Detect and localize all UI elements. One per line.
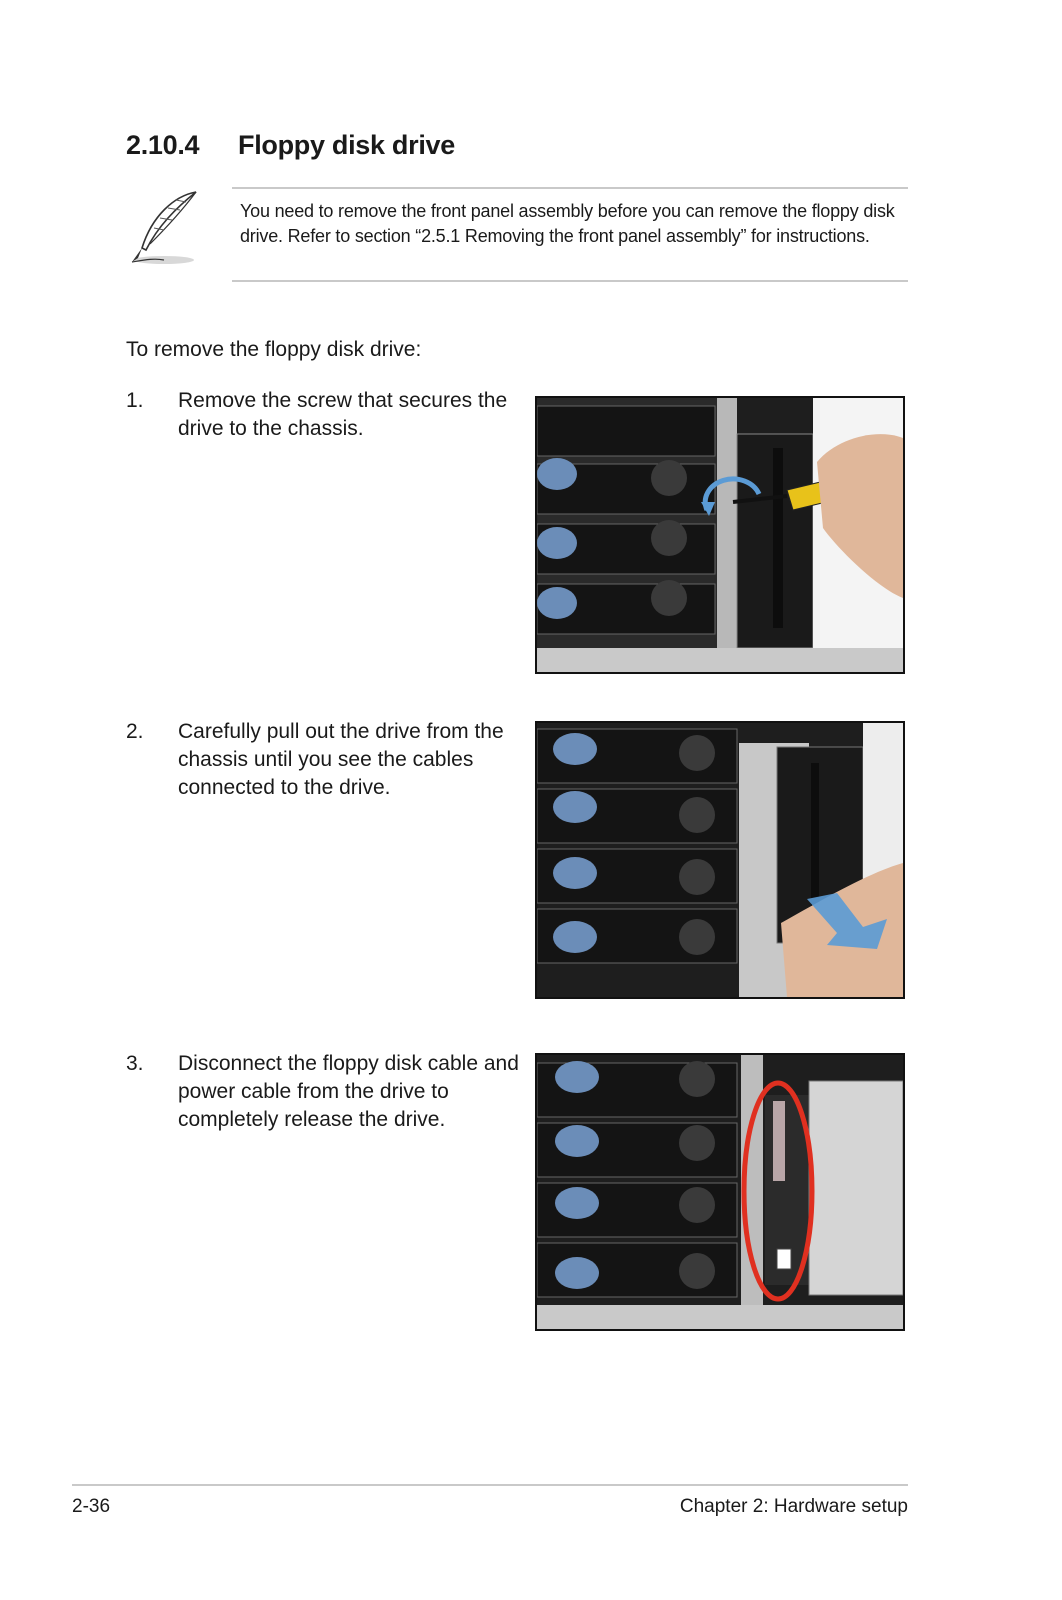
step-text: Carefully pull out the drive from the chassis until you see the cables connected to the drive. — [178, 720, 504, 799]
step-3-photo — [535, 1053, 905, 1331]
step-text: Remove the screw that secures the drive to the chassis. — [178, 389, 508, 440]
note-top-rule — [232, 187, 908, 189]
section-number: 2.10.4 — [126, 130, 200, 160]
step-2 — [126, 718, 526, 802]
chapter-label: Chapter 2: Hardware setup — [679, 1496, 908, 1517]
step-number: 3. — [126, 1052, 144, 1075]
section-title: Floppy disk drive — [238, 130, 455, 160]
feather-pen-icon — [124, 186, 208, 270]
section-heading — [126, 130, 455, 161]
step-2-photo — [535, 721, 905, 999]
note-text: You need to remove the front panel assembly before you can remove the floppy disk drive. Refer to section “2.5.1 Removing the front panel assembly” for instructions. — [240, 201, 895, 246]
step-1-photo — [535, 396, 905, 674]
page-number: 2-36 — [72, 1496, 111, 1517]
note-bottom-rule — [232, 280, 908, 282]
step-number: 1. — [126, 389, 144, 412]
step-text: Disconnect the floppy disk cable and power cable from the drive to completely release the drive. — [178, 1052, 519, 1131]
step-number: 2. — [126, 720, 144, 743]
step-1 — [126, 387, 526, 443]
footer-rule — [72, 1484, 908, 1486]
intro-text: To remove the floppy disk drive: — [126, 338, 422, 361]
step-3 — [126, 1050, 526, 1134]
